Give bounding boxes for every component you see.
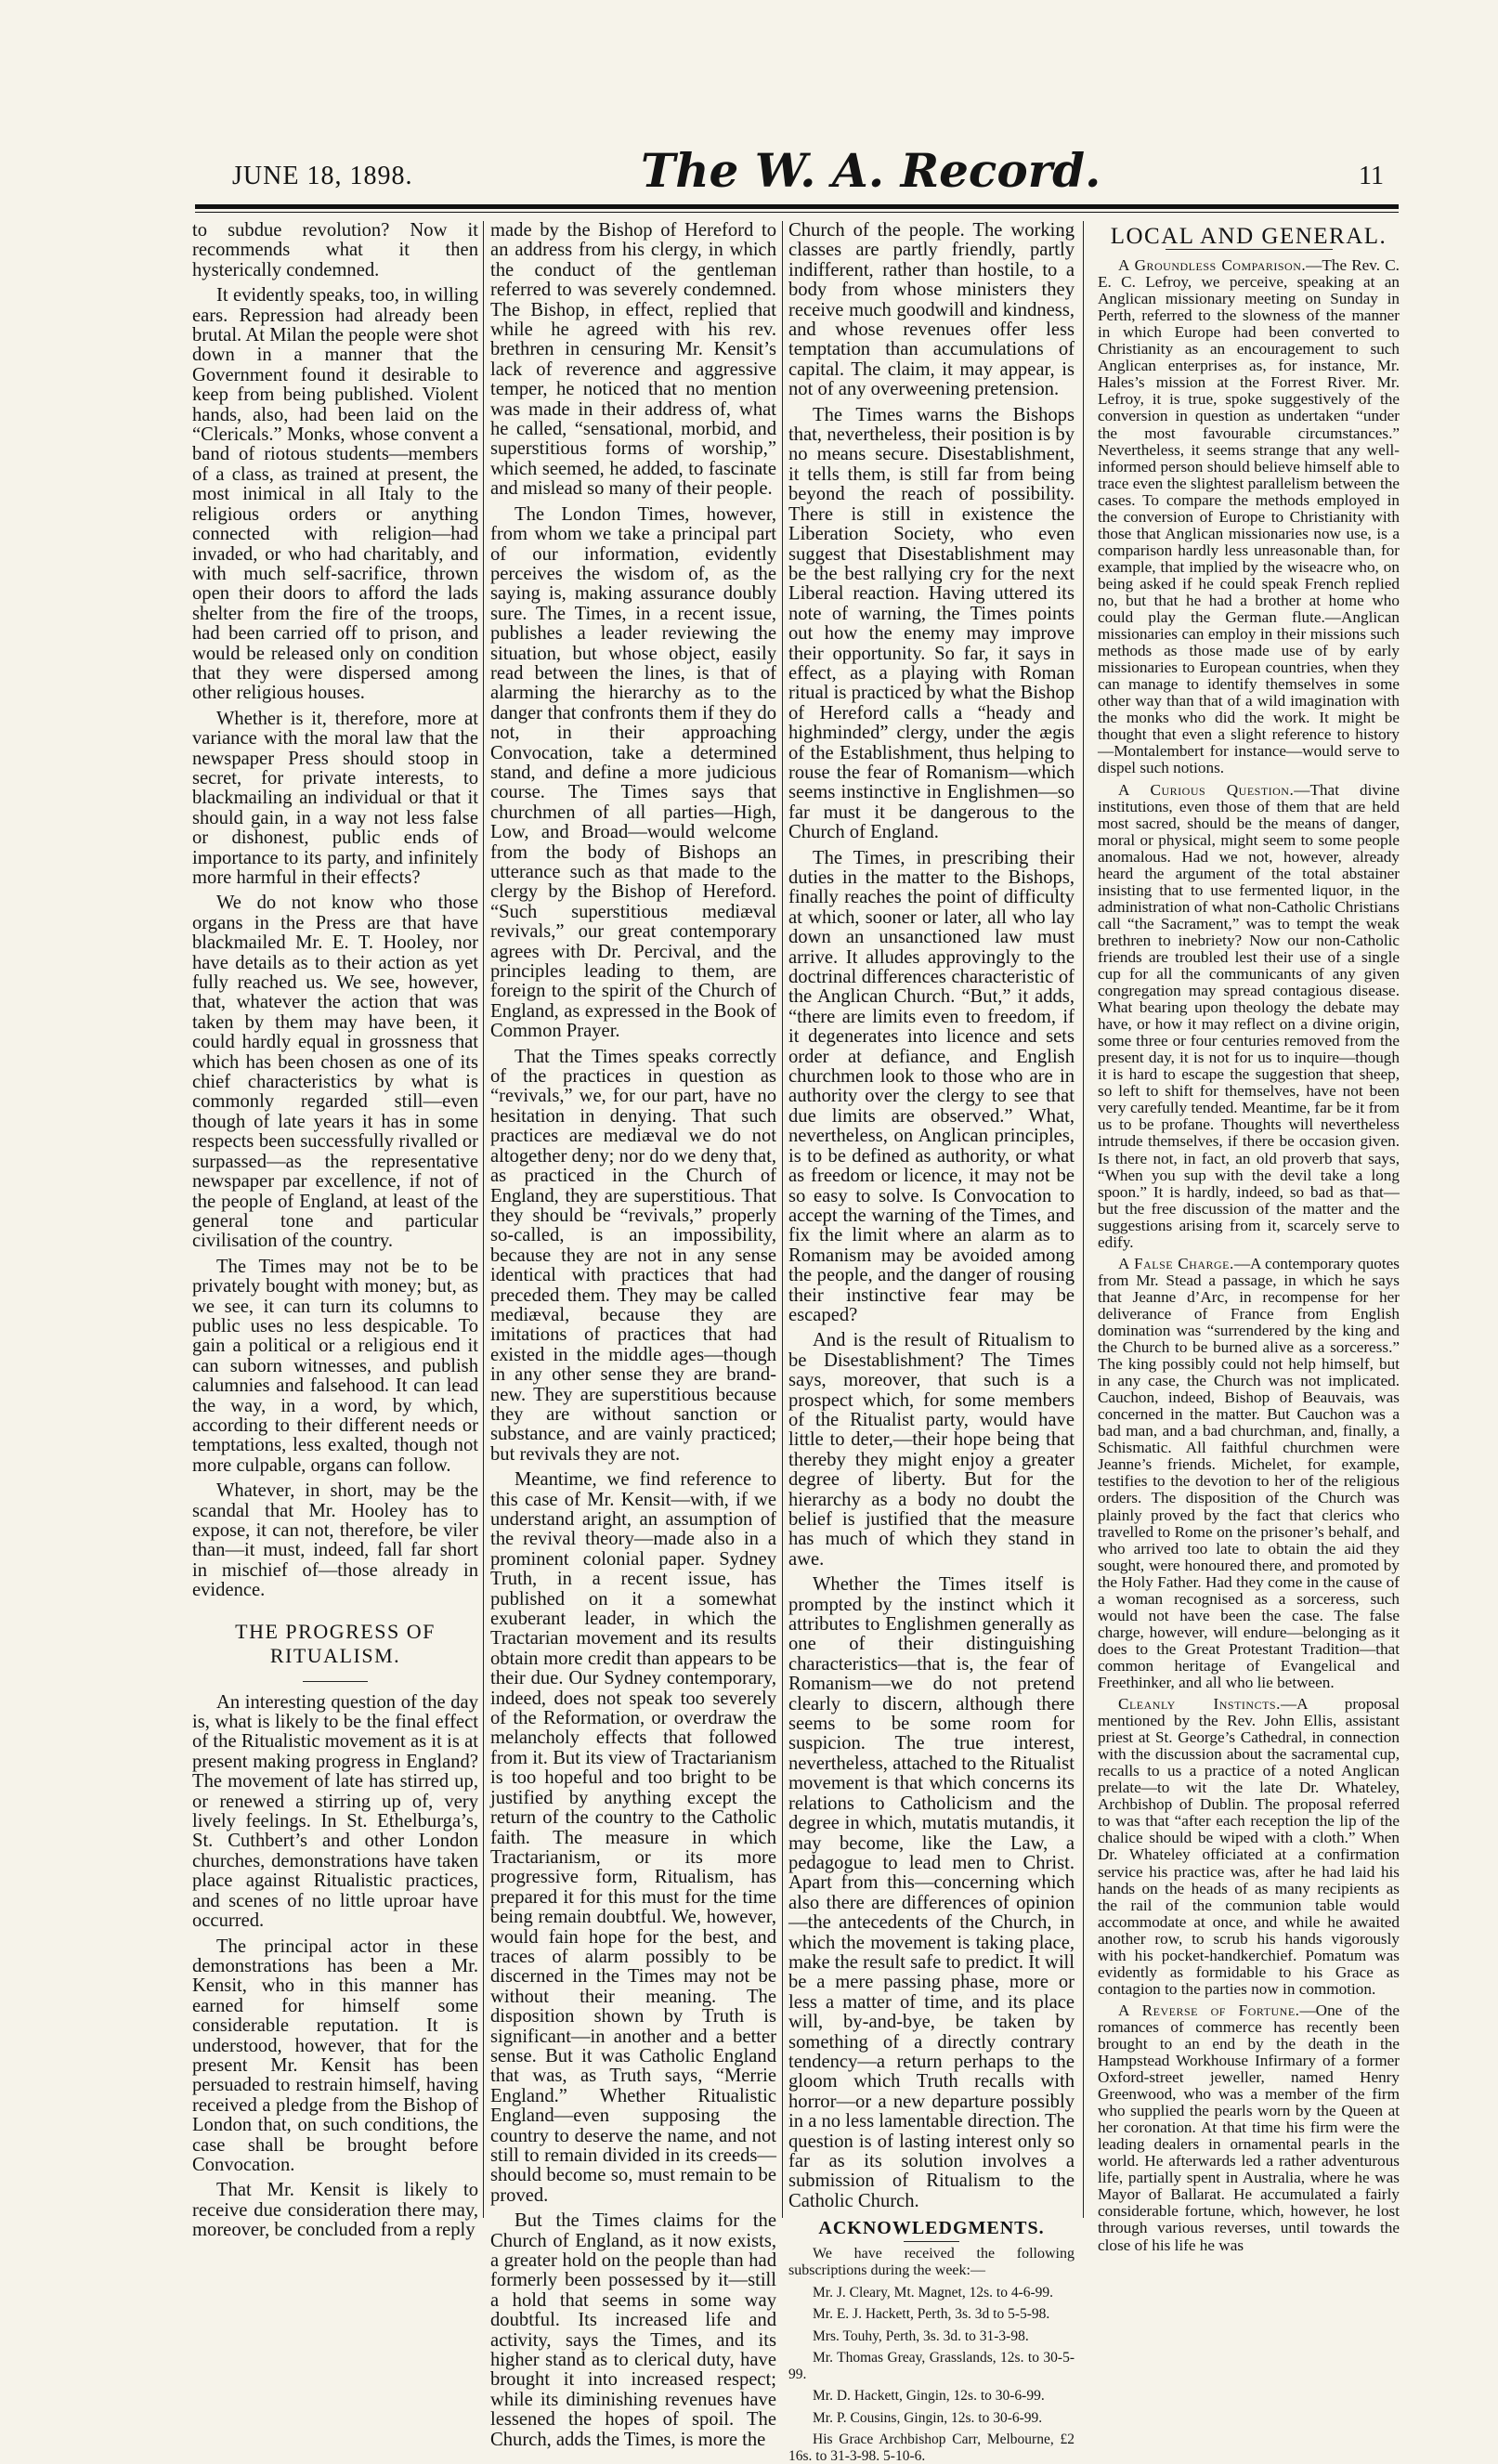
article-paragraph: The London Times, however, from whom we take a principal part of our information, evidently perceives the wisdom of, as the saying is, making assurance doubly sure. The Times, in a recent issue, publishes a leader reviewing the situation, but whose object, easily read between the lines, is that of alarming the hierarchy as to the danger that confronts them if they do not, in their approaching Convocation, take a determined stand, and define a more judicious course. The Times says that churchmen of all parties—High, Low, and Broad—would welcome from the body of Bishops an utterance such as that made to the clergy by the Bishop of Hereford. “Such superstitious mediæval revivals,” our great contemporary agrees with Dr. Percival, and the principles leading to them, are foreign to the spirit of the Church of England, as expressed in the Book of Common Prayer. xyxy=(490,503,776,1042)
news-item-text: —A contemporary quotes from Mr. Stead a passage, in which he says that Jeanne d’Arc, in recompense for her deliverance of France from English domination was “surrendered by the king and the Church to be burned alive as a sorceress.” The king possibly could not help himself, but in any case, the Church was not implicated. Cauchon, indeed, Bishop of Beauvais, was concerned in the matter. But Cauchon was a bad man, and a bad churchman, and, finally, a Schismatic. All faithful churchmen were Jeanne’s friends. Michelet, for example, testifies to the devotion to her of the religious orders. The disposition of the Church was plainly proved by the fact that clerics who travelled to Rome on the prisoner’s behalf, and who arrived too late to obtain the aid they sought, were honoured there, and promoted by the Holy Father. Had they come in the cause of a woman recognised as a sorceress, such would not have been the case. The false charge, however, will endure—belonging as it does to the Great Protestant Tradition—that common heritage of Evangelical and Freethinker, and all who lie between. xyxy=(1098,1254,1400,1691)
article-paragraph: The Times may not be to be privately bought with money; but, as we see, it can turn its columns to public uses no less despicable. To gain a political or a religious end it can suborn witnesses, and publish calumnies and falsehood. It can lead the way, in a word, by which, according to their different needs or temptations, less exalted, though not more culpable, organs can follow. xyxy=(192,1256,478,1476)
article-paragraph: It evidently speaks, too, in willing ears. Repression had already been brutal. At Milan the people were shot down in a manner that the Government found it desirable to keep from being published. Violent hands, also, had been laid on the “Clericals.” Monks, whose convent a band of riotous students—members of a class, as trained at present, the most inimical in all Italy to the religious orders or anything connected with religion—had invaded, or who had charitably, and with much self-sacrifice, thrown open their doors to afford the lads shelter from the fire of the troops, had been carried off to prison, and would be released only on condition that they were dispersed among other religious houses. xyxy=(192,285,478,704)
column-4 xyxy=(1098,221,1400,2254)
column-2 xyxy=(490,220,776,2450)
acknowledgments-heading: ACKNOWLEDGMENTS. xyxy=(818,2218,1045,2239)
news-item xyxy=(1098,257,1400,776)
news-item-lead: A Groundless Comparison. xyxy=(1118,256,1307,275)
masthead-rule xyxy=(195,204,1399,209)
article-paragraph: The principal actor in these demonstrations has been a Mr. Kensit, who in this manner has earned for himself some considerable reputation. It is understood, however, that for the present Mr. Kensit has been persuaded to restrain himself, having received a pledge from the Bishop of London that, on such conditions, the case shall be brought before Convocation. xyxy=(192,1936,478,2175)
news-item-lead: A Curious Question. xyxy=(1118,780,1295,799)
subscription-entry: Mr. Thomas Greay, Grasslands, 12s. to 30-5-99. xyxy=(788,2350,1075,2382)
heading-rule xyxy=(303,1681,368,1682)
article-paragraph: The Times, in prescribing their duties in the matter to the Bishops, finally reaches the point of difficulty at which, sooner or later, all who lay down an unsanctioned law must arrive. It alludes approvingly to the doctrinal differences characteristic of the Anglican Church. “But,” it adds, “there are limits even to freedom, if it degenerates into licence and sets order at defiance, and English churchmen look to those who are in authority over the clergy to see that due limits are observed.” What, nevertheless, on Anglican principles, is to be defined as authority, or what as freedom or licence, it may not be so easy to solve. Is Convocation to accept the warning of the Times, and fix the limit where an alarm as to Romanism may be avoided among the people, and the danger of rousing their instinctive fear may be escaped? xyxy=(788,847,1075,1325)
column-1 xyxy=(192,220,478,2241)
news-item-text: —The Rev. C. E. C. Lefroy, we perceive, speaking at an Anglican missionary meeting on Sunday in Perth, referred to the slowness of the manner in which Europe had been converted to Christianity as an encouragement to such Anglican enterprises as, for instance, Mr. Hales’s mission at the Forrest River. Mr. Lefroy, it is true, spoke suggestively of the conversion in question as undertaken “under the most favourable circumstances.” Nevertheless, it seems strange that any well-informed person should believe himself able to trace even the slightest parallelism between the cases. To compare the methods employed in the conversion of Europe to Christianity with those that Anglican missionaries now use, is a comparison hardly less unreasonable than, for example, that implied by the wiseacre who, on being asked if he could speak French replied no, but that he had a brother at home who could play the German flute.—Anglican missionaries can employ in their missions such methods as those made use of by early missionaries to European countries, when they can manage to identify themselves in some other way than that of a wild imagination with the monks who did the work. It might be thought that even a slight reference to history—Montalembert for instance—would serve to dispel such notions. xyxy=(1098,256,1400,777)
subscription-entry: Mr. D. Hackett, Gingin, 12s. to 30-6-99. xyxy=(813,2388,1045,2405)
article-paragraph: Whether the Times itself is prompted by the instinct which it attributes to Englishmen generally as one of their distinguishing characteristics—that is, the fear of Romanism—we do not pretend clearly to discern, although there seems to be some room for suspicion. The true interest, nevertheless, attached to the Ritualist movement is that which concerns its relations to Catholicism and the degree in which, mutatis mutandis, it may become, like the Law, a pedagogue to lead men to Christ. Apart from this—concerning which also there are differences of opinion—the antecedents of the Church, in which the movement is taking place, make the result safe to predict. It will be a mere passing phase, more or less a matter of time, and its place will, by-and-bye, be taken by something of a directly contrary tendency—a return perhaps to the gloom which Truth recalls with horror—or a new departure possibly in a no less lamentable direction. The question is of lasting interest only so far as its solution involves a submission of Ritualism to the Catholic Church. xyxy=(788,1574,1075,2211)
article-paragraph: Whatever, in short, may be the scandal that Mr. Hooley has to expose, it can not, therefore, be viler than—it must, indeed, fall far short in mischief of—those already in evidence. xyxy=(192,1480,478,1601)
section-heading: LOCAL AND GENERAL. xyxy=(1110,224,1387,249)
column-divider xyxy=(782,221,783,2218)
subscription-entry: Mr. P. Cousins, Gingin, 12s. to 30-6-99. xyxy=(813,2409,1043,2426)
news-item-lead: A False Charge. xyxy=(1118,1254,1234,1272)
subscription-entry: Mr. E. J. Hackett, Perth, 3s. 3d to 5-5-98. xyxy=(813,2306,1050,2323)
news-item-lead: Cleanly Instincts. xyxy=(1118,1695,1281,1714)
news-item xyxy=(1098,782,1400,1251)
article-paragraph: Whether is it, therefore, more at variance with the moral law that the newspaper Press should stoop in secret, for private interests, to blackmailing an individual or that it should gain, in a way not less false or dishonest, public ends of importance to its party, and infinitely more harmful in their effects? xyxy=(192,708,478,888)
subscription-entry: His Grace Archbishop Carr, Melbourne, £2 16s. to 31-3-98. 5-10-6. xyxy=(788,2431,1075,2464)
news-item-text: —That divine institutions, even those of them that are held most sacred, should be the means of danger, moral or physical, might seem to some people anomalous. Had we not, however, already heard the argument of the total abstainer insisting that to use fermented liquor, in the administration of what non-Catholic Christians call “the Sacrament,” was to tempt the weak brethren to inebriety? Now our non-Catholic friends are troubled lest their use of a single cup for all the communicants of any given congregation may spread contagious disease. What bearing upon theology the debate may have, or how it may reflect on a divine origin, some three or four centuries removed from the present day, it is not for us to inquire—though it is hard to escape the suggestion that sheep, so left to shift for themselves, have not been very carefully tended. Meantime, far be it from us to be profane. Thoughts will nevertheless intrude themselves, if there be occasion given. Is there not, in fact, an old proverb that says, “When you sup with the devil take a long spoon.” It is hardly, indeed, so bad as that—but the free discussion of the matter and the suggestions arising from it, scarcely serve to edify. xyxy=(1098,780,1400,1251)
news-item xyxy=(1098,2002,1400,2254)
article-paragraph: An interesting question of the day is, what is likely to be the final effect of the Ritualistic movement as it is at present making progress in England? The movement of late has stirred up, or renewed a stirring up of, very lively feelings. In St. Ethelburga’s, St. Cuthbert’s and other London churches, demonstrations have taken place against Ritualistic practices, and scenes of no little uproar have occurred. xyxy=(192,1691,478,1932)
column-divider xyxy=(1083,221,1084,2218)
column-divider xyxy=(483,221,484,2218)
article-paragraph: That the Times speaks correctly of the practices in question as “revivals,” we, for our part, have no hesitation in denying. That such practices are mediæval we do not altogether deny; nor do we deny that, as practiced in the Church of England, they are superstitious. That they should be “revivals,” properly so-called, is an impossibility, because they are not in any sense identical with practices that had preceded them. They may be called mediæval, because they are imitations of practices that had existed in the middle ages—though in any other sense they are brand-new. They are superstitious because they are without sanction or substance, and are vainly practiced; but revivals they are not. xyxy=(490,1046,776,1465)
article-paragraph: We do not know who those organs in the Press are that have blackmailed Mr. E. T. Hooley, nor have details as to their action as yet fully reached us. We see, however, that, whatever the action that was taken by them may have been, it could hardly equal in grossness that which has been chosen as one of its chief characteristics by what is commonly regarded still—even though of late years it has in some respects been successfully rivalled or surpassed—as the representative newspaper par excellence, if not of the people of England, at least of the general tone and particular civilisation of the country. xyxy=(192,893,478,1252)
article-heading xyxy=(192,1620,478,1668)
article-paragraph: to subdue revolution? Now it recommends what it then hysterically condemned. xyxy=(192,220,478,280)
article-paragraph: And is the result of Ritualism to be Disestablishment? The Times says, moreover, that such is a prospect which, for some members of the Ritualist party, would have little to deter,—their hope being that thereby they might enjoy a greater degree of liberty. But for the hierarchy as a body no doubt the belief is justified that the measure has much of which they stand in awe. xyxy=(788,1330,1075,1570)
news-item xyxy=(1098,1696,1400,1998)
heading-rule xyxy=(1166,249,1333,250)
page-number: 11 xyxy=(1359,162,1384,190)
masthead-rule-thin xyxy=(195,212,1399,213)
subscription-entry: Mr. J. Cleary, Mt. Magnet, 12s. to 4-6-99. xyxy=(813,2284,1054,2301)
article-paragraph: That Mr. Kensit is likely to receive due consideration there may, moreover, be concluded from a reply xyxy=(192,2180,478,2241)
issue-date: JUNE 18, 1898. xyxy=(232,162,413,190)
news-item-lead: A Reverse of Fortune. xyxy=(1118,2001,1300,2019)
article-paragraph: Church of the people. The working classes are partly friendly, partly indifferent, rather than hostile, to a body from whose ministers they receive much goodwill and kindness, and whose revenues offer less temptation than accumulations of capital. The claim, it may appear, is not of any overweening pretension. xyxy=(788,220,1075,400)
heading-line: THE PROGRESS OF xyxy=(235,1619,436,1643)
heading-rule xyxy=(904,2241,959,2242)
heading-line: RITUALISM. xyxy=(269,1643,401,1667)
column-3 xyxy=(788,220,1075,2464)
newspaper-title: The W. A. Record. xyxy=(641,143,1101,198)
news-item xyxy=(1098,1256,1400,1691)
article-paragraph: The Times warns the Bishops that, nevertheless, their position is by no means secure. Disestablishment, it tells them, is still far from being beyond the reach of possibility. There is still in existence the Liberation Society, who even suggest that Disestablishment may be the best rallying cry for the next Liberal reaction. Having uttered its note of warning, the Times points out how the enemy may improve their opportunity. So far, it says in effect, as a playing with Roman ritual is practiced by what the Bishop of Hereford calls a “heady and highminded” clergy, under the ægis of the Establishment, thus helping to rouse the fear of Romanism—which seems instinctive in Englishmen—so far must it be dangerous to the Church of England. xyxy=(788,404,1075,843)
news-item-text: —A proposal mentioned by the Rev. John Ellis, assistant priest at St. George’s Cathedral, in connection with the discussion about the sacramental cup, recalls to us a practice of a noted Anglican prelate—to wit the late Dr. Whateley, Archbishop of Dublin. The proposal referred to was that “after each reception the lip of the chalice should be wiped with a cloth.” When Dr. Whateley officiated at a confirmation service his practice was, after he had laid his hands on the heads of as many recipients as the rail of the communion table would accommodate at once, and while he awaited another row, to scrub his hands vigorously with his pocket-handkerchief. Pomatum was evidently as formidable to his Grace as contagion to the parties now in commotion. xyxy=(1098,1695,1400,1998)
news-item-text: —One of the romances of commerce has recently been brought to an end by the death in the Hampstead Workhouse Infirmary of a former Oxford-street jeweller, named Henry Greenwood, who was a member of the firm who supplied the pearls worn by the Queen at her coronation. At that time his firm were the leading dealers in ornamental pearls in the world. He afterwards led a rather adventurous life, partially spent in Australia, where he was Mayor of Ballarat. He accumulated a fairly considerable fortune, which, however, he lost through various reverses, until towards the close of his life he was xyxy=(1098,2001,1400,2254)
acknowledgments-intro: We have received the following subscriptions during the week:— xyxy=(788,2245,1075,2278)
article-paragraph: made by the Bishop of Hereford to an address from his clergy, in which the conduct of the gentleman referred to was severely condemned. The Bishop, in effect, replied that while he agreed with his rev. brethren in censuring Mr. Kensit’s lack of reverence and aggressive temper, he noticed that no mention was made in their address of, what he called, “sensational, morbid, and superstitious forms of worship,” which seemed, he added, to fascinate and mislead so many of their people. xyxy=(490,220,776,500)
subscription-entry: Mrs. Touhy, Perth, 3s. 3d. to 31-3-98. xyxy=(813,2327,1029,2344)
masthead xyxy=(195,143,1399,201)
article-paragraph: But the Times claims for the Church of England, as it now exists, a greater hold on the people than had formerly been possessed by it—still a hold that seems in some way doubtful. Its increased life and activity, says the Times, and its higher stand as to clerical duty, have brought it into increased respect; while its diminishing revenues have lessened the hopes of spoil. The Church, adds the Times, is more the xyxy=(490,2210,776,2450)
article-paragraph: Meantime, we find reference to this case of Mr. Kensit—with, if we understand aright, an assumption of the revival theory—made also in a prominent colonial paper. Sydney Truth, in a recent issue, has published on it a somewhat exuberant leader, in which the Tractarian movement and its results obtain more credit than appears to be their due. Our Sydney contemporary, indeed, does not speak too severely of the Reformation, or overdraw the melancholy effects that followed from it. But its view of Tractarianism is too hopeful and too bright to be justified by anything except the return of the country to the Catholic faith. The measure in which Tractarianism, or its more progressive form, Ritualism, has prepared it for this must for the time being remain doubtful. We, however, would fain hope for the best, and traces of alarm possibly to be discerned in the Times may not be without their meaning. The disposition shown by Truth is significant—in another and a better sense. But it was Catholic England that was, as Truth says, “Merrie England.” Whether Ritualistic England—even supposing the country to deserve the name, and not still to remain divided in its creeds—should become so, must remain to be proved. xyxy=(490,1469,776,2206)
